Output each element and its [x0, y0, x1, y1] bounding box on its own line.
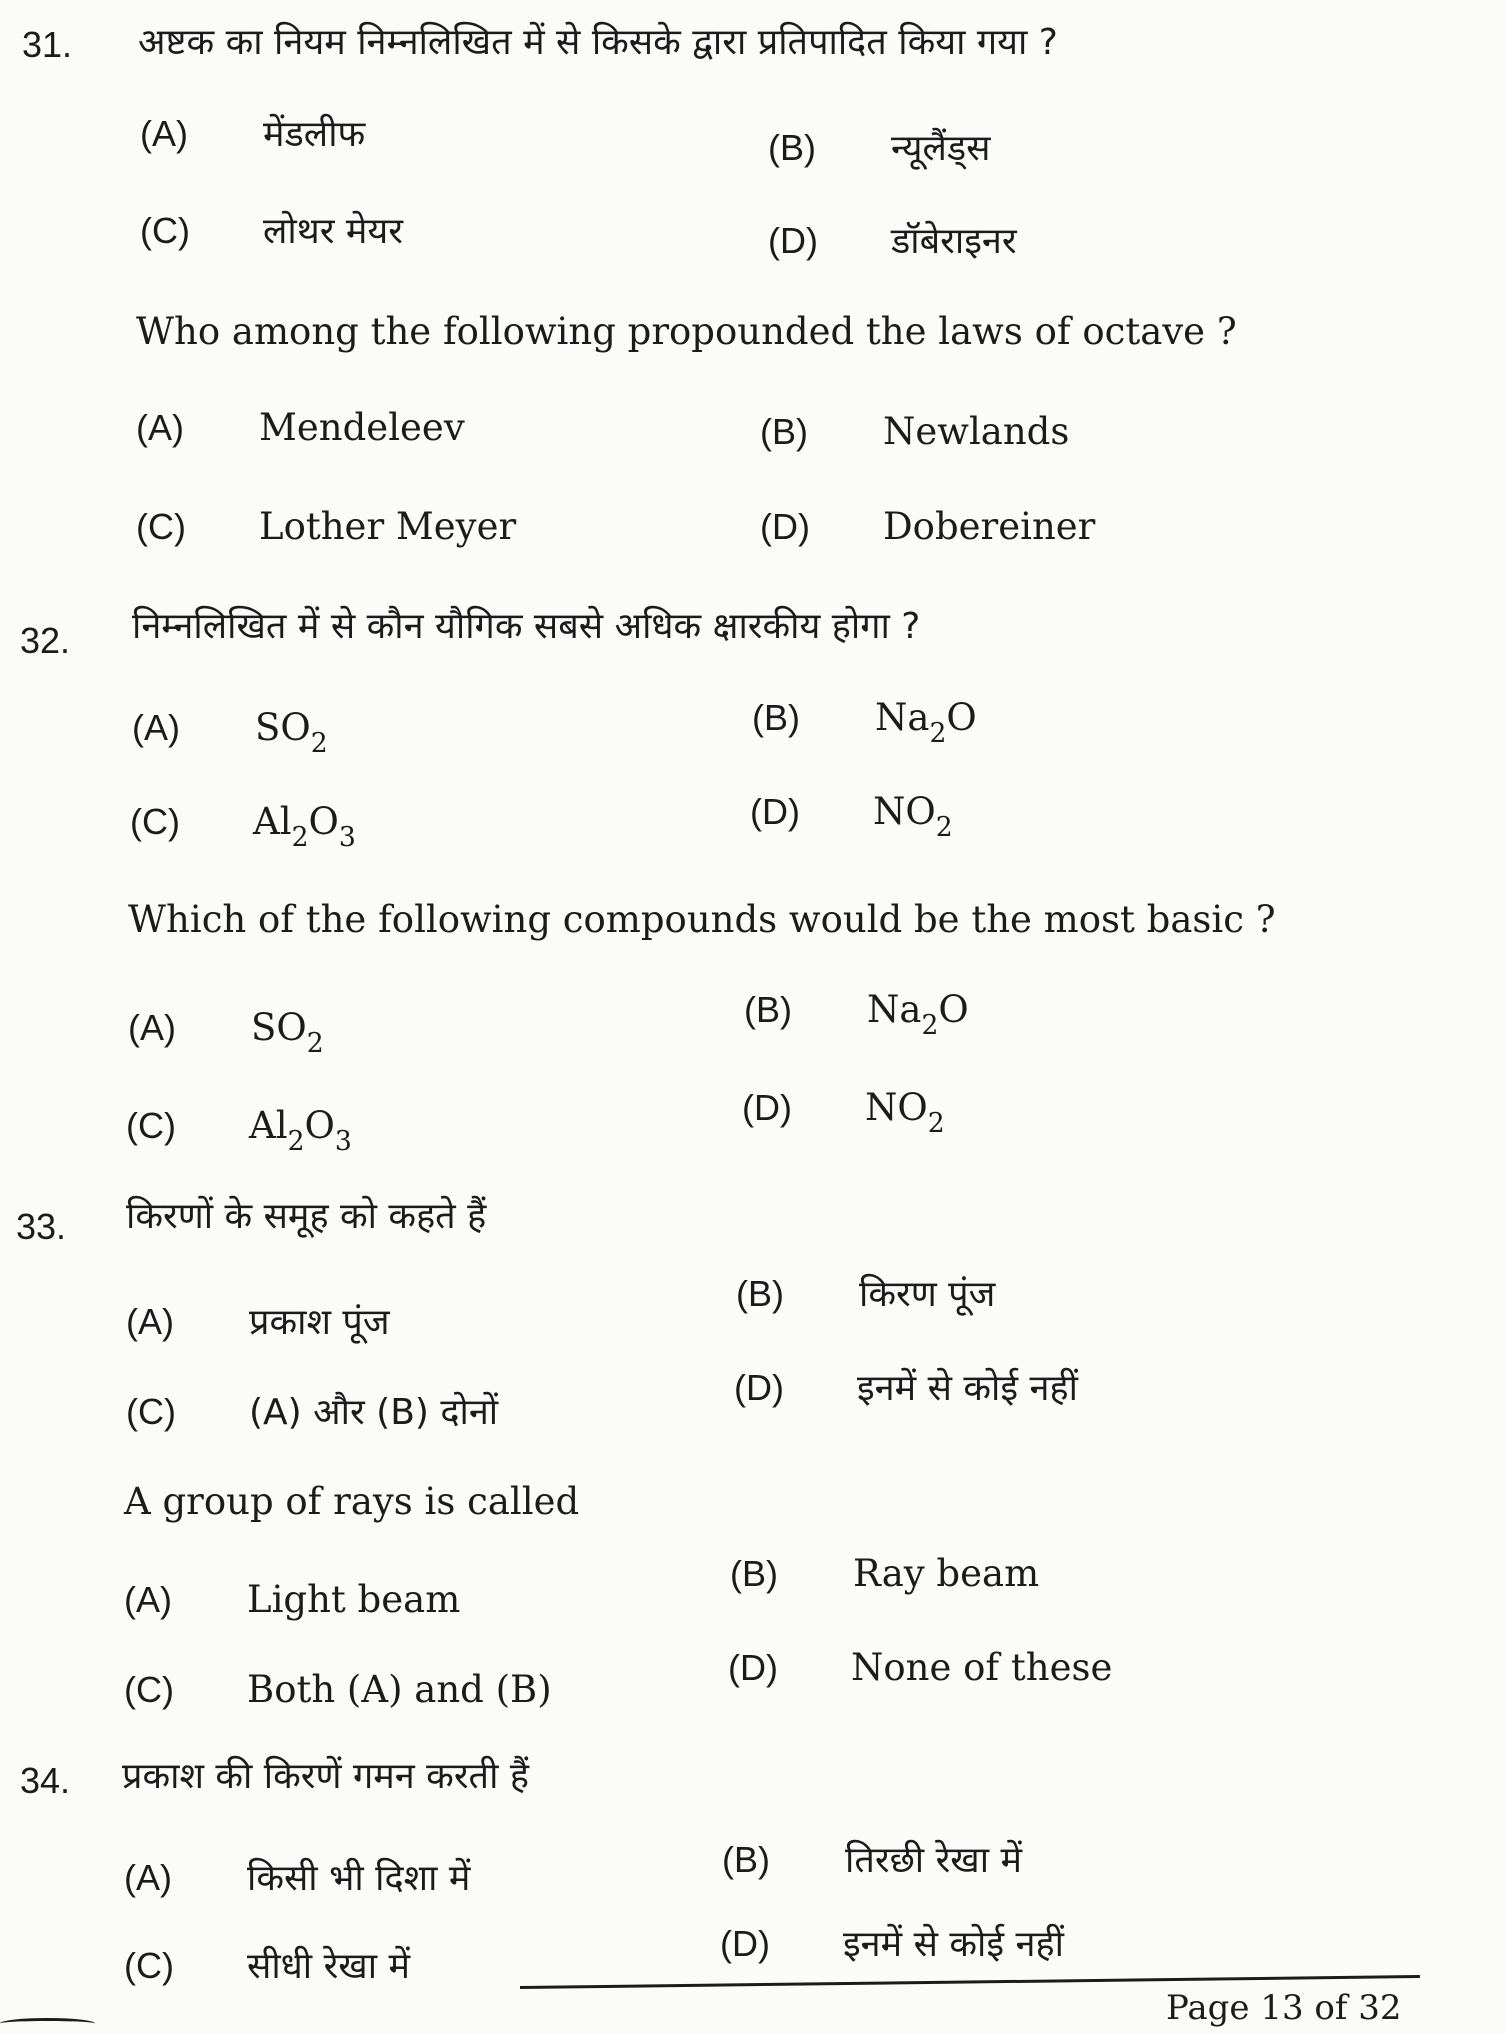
formula-na2o — [867, 988, 969, 1041]
formula-subscript: 2 — [306, 1027, 324, 1059]
option-d — [734, 1362, 1078, 1411]
option-text: तिरछी रेखा में — [845, 1840, 1023, 1881]
option-label: (C) — [124, 1669, 174, 1710]
option-text: इनमें से कोई नहीं — [843, 1924, 1064, 1965]
option-label: (D) — [750, 791, 800, 832]
option-label: (A) — [140, 113, 188, 154]
question-text-english: Which of the following compounds would be the most basic ? — [128, 898, 1276, 941]
option-label: (B) — [736, 1273, 784, 1314]
question-number: 31. — [22, 24, 73, 65]
option-label: (C) — [126, 1391, 176, 1432]
option-label: (B) — [730, 1553, 778, 1594]
option-b — [730, 1552, 1039, 1595]
option-label: (B) — [760, 411, 808, 452]
formula-part: O — [946, 696, 977, 739]
option-d — [750, 790, 953, 843]
option-label: (C) — [140, 210, 190, 251]
option-b — [736, 1268, 995, 1317]
option-a — [128, 1006, 324, 1059]
option-label: (B) — [744, 989, 792, 1030]
option-a — [136, 406, 465, 449]
question-text-hindi: अष्टक का नियम निम्नलिखित में से किसके द्वारा प्रतिपादित किया गया ? — [138, 22, 1058, 63]
option-label: (B) — [722, 1839, 770, 1880]
option-c — [140, 205, 403, 254]
option-text: None of these — [851, 1646, 1113, 1689]
option-label: (D) — [768, 220, 818, 261]
question-number: 33. — [16, 1206, 67, 1247]
option-label: (D) — [728, 1647, 778, 1688]
formula-so2 — [255, 706, 328, 759]
formula-part: Na — [875, 696, 930, 739]
option-b — [744, 988, 969, 1041]
option-text: मेंडलीफ — [263, 114, 366, 155]
question-number: 32. — [20, 620, 71, 661]
option-text: लोथर मेयर — [263, 211, 404, 252]
option-label: (C) — [130, 801, 180, 842]
formula-subscript: 2 — [291, 821, 309, 853]
option-text: न्यूलैंड्स — [891, 128, 991, 169]
formula-part: O — [308, 800, 339, 843]
option-c — [126, 1386, 498, 1435]
option-text: किसी भी दिशा में — [247, 1858, 471, 1899]
formula-part: O — [304, 1104, 335, 1147]
option-text: (A) और (B) दोनों — [249, 1392, 499, 1433]
option-text: सीधी रेखा में — [247, 1946, 411, 1987]
footer-rule — [520, 1975, 1420, 1989]
question-text-english: Who among the following propounded the laws of octave ? — [136, 310, 1237, 353]
option-c — [124, 1668, 552, 1711]
option-text: Lother Meyer — [259, 505, 517, 548]
formula-so2 — [251, 1006, 324, 1059]
formula-na2o — [875, 696, 977, 749]
option-b — [752, 696, 977, 749]
option-text: Both (A) and (B) — [247, 1668, 552, 1711]
footer-corner-rule — [0, 2018, 95, 2029]
formula-part: O — [938, 988, 969, 1031]
option-label: (D) — [720, 1923, 770, 1964]
formula-subscript: 2 — [921, 1009, 939, 1041]
question-text-hindi: किरणों के समूह को कहते हैं — [126, 1196, 487, 1237]
formula-subscript: 2 — [927, 1107, 945, 1139]
option-d — [742, 1086, 945, 1139]
formula-part: NO — [865, 1086, 928, 1129]
option-b — [768, 122, 991, 171]
option-a — [124, 1578, 460, 1621]
formula-al2o3 — [249, 1104, 352, 1157]
option-label: (A) — [128, 1007, 176, 1048]
option-c — [130, 800, 356, 853]
option-text: Light beam — [247, 1578, 461, 1621]
formula-part: SO — [251, 1006, 307, 1049]
option-label: (A) — [126, 1301, 174, 1342]
option-text: किरण पूंज — [859, 1274, 996, 1315]
formula-subscript: 2 — [287, 1125, 305, 1157]
page-number: Page 13 of 32 — [1166, 1988, 1402, 2028]
option-label: (C) — [126, 1105, 176, 1146]
option-d — [760, 505, 1095, 548]
option-text: प्रकाश पूंज — [249, 1302, 390, 1343]
option-c — [136, 505, 516, 548]
formula-part: NO — [873, 790, 936, 833]
option-text: Dobereiner — [883, 505, 1096, 548]
formula-part: Al — [253, 800, 292, 843]
option-c — [124, 1940, 410, 1989]
formula-no2 — [873, 790, 953, 843]
option-label: (C) — [124, 1945, 174, 1986]
option-a — [124, 1852, 470, 1901]
option-label: (A) — [132, 707, 180, 748]
formula-no2 — [865, 1086, 945, 1139]
formula-subscript: 3 — [334, 1125, 352, 1157]
question-text-hindi: निम्नलिखित में से कौन यौगिक सबसे अधिक क्षारकीय होगा ? — [132, 606, 921, 647]
formula-subscript: 2 — [310, 727, 328, 759]
formula-part: Al — [249, 1104, 288, 1147]
option-text: Mendeleev — [259, 406, 465, 449]
option-label: (B) — [752, 697, 800, 738]
formula-part: SO — [255, 706, 311, 749]
option-d — [728, 1646, 1112, 1689]
option-label: (A) — [136, 407, 184, 448]
option-a — [140, 108, 365, 157]
formula-al2o3 — [253, 800, 356, 853]
option-b — [722, 1834, 1022, 1883]
option-b — [760, 410, 1069, 453]
formula-subscript: 3 — [338, 821, 356, 853]
option-c — [126, 1104, 352, 1157]
option-label: (C) — [136, 506, 186, 547]
option-text: इनमें से कोई नहीं — [857, 1368, 1078, 1409]
question-text-hindi: प्रकाश की किरणें गमन करती हैं — [122, 1756, 529, 1797]
option-label: (A) — [124, 1579, 172, 1620]
question-text-english: A group of rays is called — [124, 1480, 580, 1523]
option-text: Newlands — [883, 410, 1070, 453]
option-label: (D) — [734, 1367, 784, 1408]
option-label: (B) — [768, 127, 816, 168]
option-label: (A) — [124, 1857, 172, 1898]
question-number: 34. — [20, 1760, 71, 1801]
option-text: डॉबेराइनर — [891, 221, 1017, 262]
formula-subscript: 2 — [929, 717, 947, 749]
option-d — [768, 215, 1017, 264]
option-a — [132, 706, 328, 759]
option-d — [720, 1918, 1064, 1967]
formula-part: Na — [867, 988, 922, 1031]
option-text: Ray beam — [853, 1552, 1040, 1595]
option-label: (D) — [760, 506, 810, 547]
option-a — [126, 1296, 390, 1345]
option-label: (D) — [742, 1087, 792, 1128]
formula-subscript: 2 — [935, 811, 953, 843]
